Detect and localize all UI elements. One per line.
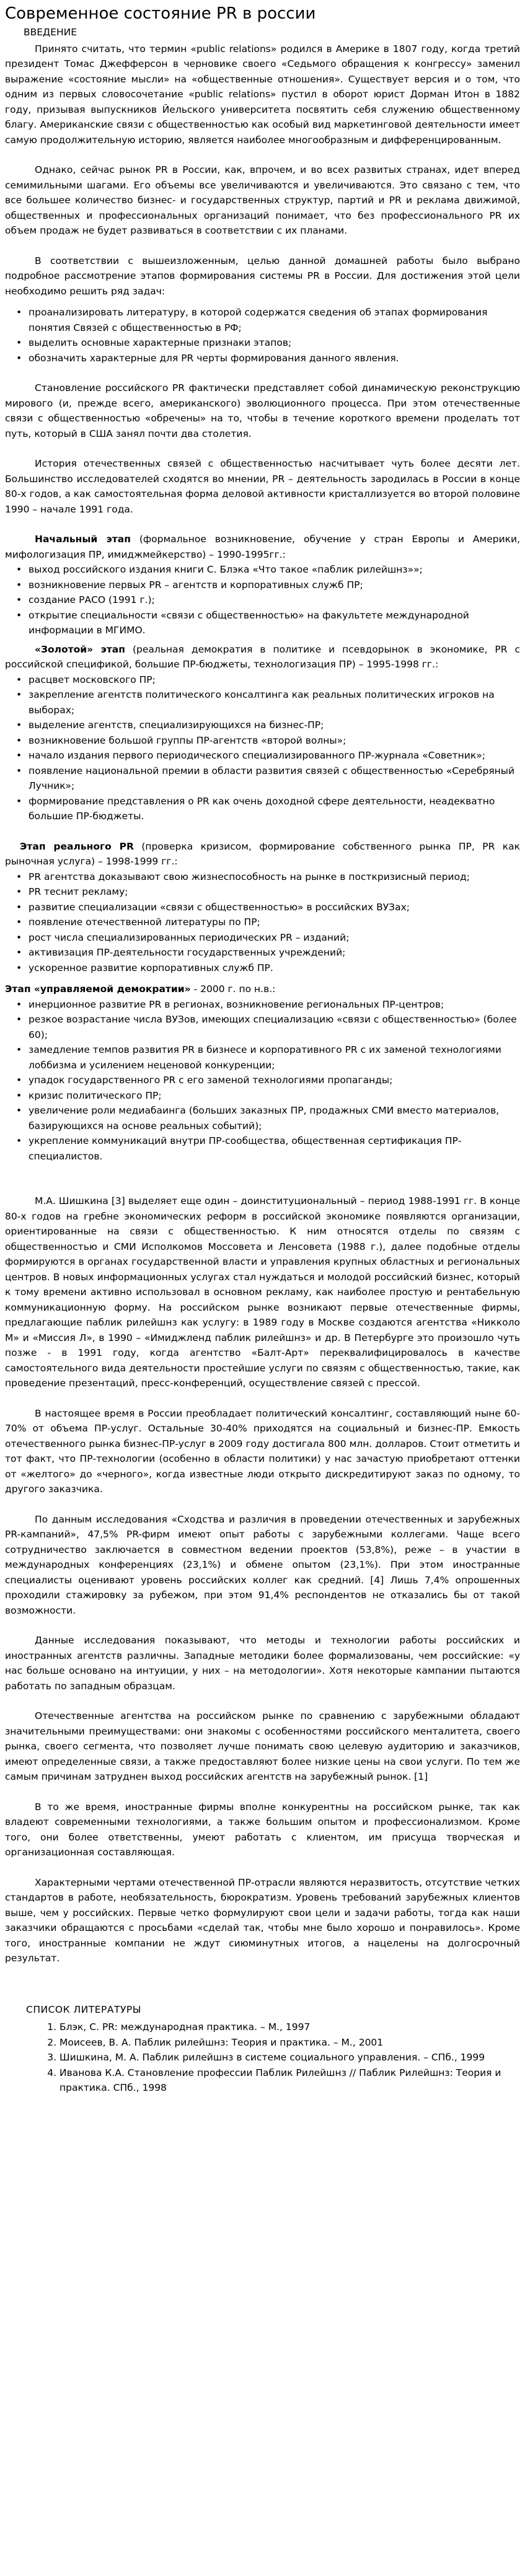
list-item: • проанализировать литературу, в которой содержатся сведения об этапах формирования понятия Связей с общественностью в РФ; xyxy=(29,305,520,335)
stage-name: Этап реального PR xyxy=(20,840,134,852)
list-item: • инерционное развитие PR в регионах, возникновение региональных ПР-центров; xyxy=(29,997,520,1013)
list-item: • выделить основные характерные признаки этапов; xyxy=(29,335,520,351)
list-item: • выделение агентств, специализирующихся на бизнес-ПР; xyxy=(29,718,520,733)
stage-heading xyxy=(5,839,520,869)
stage-description: - 2000 г. по н.в.: xyxy=(190,983,276,995)
paragraph: В соответствии с вышеизложенным, целью данной домашней работы было выбрано подробное рассмотрение этапов формирования системы PR в России. Для достижения этой цели необходимо решить ряд задач: xyxy=(5,255,520,297)
stage-description: (формальное возникновение, обучение у стран Европы и Америки, мифологизация ПР, имиджмейкерство) – 1990-1995гг.: xyxy=(5,534,521,560)
paragraph: По данным исследования «Сходства и различия в проведении отечественных и зарубежных PR-кампаний», 47,5% PR-фирм имеют опыт работы с зарубежными коллегами. Чаще всего сотрудничество заключается в совместном ведении проектов (53,8%), реже – в участии в международных конференциях (23,1%) и обмене опытом (23,1%). При этом иностранные специалисты оценивают уровень российских коллег как средний. [4] Лишь 7,4% опрошенных проходили стажировку за рубежом, при этом 91,4% респондентов не отказались бы от такой возможности. xyxy=(5,1513,520,1616)
list-item: • обозначить характерные для PR черты формирования данного явления. xyxy=(29,351,520,366)
tasks-list xyxy=(5,305,520,366)
list-item: • закрепление агентств политического консалтинга как реальных политических игроков на выборах; xyxy=(29,687,520,718)
list-item: • рост числа специализированных периодических PR – изданий; xyxy=(29,930,520,946)
stage-description: (проверка кризисом, формирование собственного рынка ПР, PR как рыночная услуга) – 1998-1999 гг.: xyxy=(5,840,520,867)
reference-item: 1. Блэк, С. PR: международная практика. – М., 1997 xyxy=(60,2020,520,2035)
paragraph: Становление российского PR фактически представляет собой динамическую реконструкцию мирового (и, прежде всего, американского) эволюционного процесса. При этом отечественные связи с общественностью «обречены» на то, чтобы в течение короткого времени проделать тот путь, который в США занял почти два столетия. xyxy=(5,382,520,439)
reference-item: 4. Иванова К.А. Становление профессии Паблик Рилейшнз // Паблик Рилейшнз: Теория и практика. СПб., 1998 xyxy=(60,2065,520,2096)
list-item: • выход российского издания книги С. Блэка «Что такое «паблик рилейшнз»»; xyxy=(29,562,520,578)
stage-name: Этап «управляемой демократии» xyxy=(5,983,191,995)
paragraph: Характерными чертами отечественной ПР-отрасли являются неразвитость, отсутствие четких стандартов в работе, необязательность, бюрократизм. Уровень требований зарубежных клиентов выше, чем у российских. Первые четко формулируют свои цели и задачи работы, тогда как наши заказчики обращаются с просьбами «сделай так, чтобы мне было хорошо и понравилось». Кроме того, иностранные компании не ждут сиюминутных итогов, а нацелены на долгосрочный результат. xyxy=(5,1876,520,1964)
stage-description: (реальная демократия в политике и псевдорынок в экономике, PR с российской спецификой, большие ПР-бюджеты, технологизация ПР) – 1995-1998 гг.: xyxy=(5,643,520,670)
list-item: • кризис политического ПР; xyxy=(29,1088,520,1104)
stage-heading xyxy=(5,532,520,562)
list-item: • PR агентства доказывают свою жизнеспособность на рынке в посткризисный период; xyxy=(29,869,520,885)
list-item: • формирование представления о PR как очень доходной сфере деятельности, неадекватно большие ПР-бюджеты. xyxy=(29,794,520,824)
list-item: • замедление темпов развития PR в бизнесе и корпоративного PR с их заменой технологиями лоббизма и усилением неценовой конкуренции; xyxy=(29,1042,520,1073)
paragraph: В то же время, иностранные фирмы вполне конкурентны на российском рынке, так как владеют современными технологиями, а также большим опытом и профессионализмом. Кроме того, они более ответственны, умеют работать с клиентом, им присуща творческая и организационная составляющая. xyxy=(5,1801,520,1858)
paragraph: М.А. Шишкина [3] выделяет еще один – доинституциональный – период 1988-1991 гг. В конце 80-х годов на гребне экономических реформ в российской экономике появляются организации, ориентированные на связи с общественностью. К ним относятся отделы по связям с общественностью и СМИ Исполкомов Моссовета и Ленсовета (1988 г.), далее подобные отделы формируются в органах государственной власти и управления крупных областных и региональных центров. В новых информационных услугах стал нуждаться и молодой российский бизнес, который к тому времени активно использовал в основном рекламу, как наиболее простую и рентабельную коммуникационную форму. На российском рынке возникают первые отечественные фирмы, предлагающие паблик рилейшнз как услугу: в 1989 году в Москве создаются агентства «Никколо М» и «Миссия Л», в 1990 – «Имиджленд паблик рилейшнз» и др. В Петербурге это произошло чуть позже - в 1991 году, когда агентство «Балт-Арт» переквалифицировалось в качестве самостоятельного вида деятельности простейшие услуги по связям с общественностью, такие, как проведение презентаций, пресс-конференций, осуществление связей с прессой. xyxy=(5,1195,520,1389)
paragraph: Данные исследования показывают, что методы и технологии работы российских и иностранных агентств различны. Западные методики более формализованы, чем российские: «у нас больше основано на интуиции, у них – на методологии». Хотя некоторые кампании пытаются работать по западным образцам. xyxy=(5,1635,520,1692)
list-item: • появление отечественной литературы по ПР; xyxy=(29,915,520,930)
list-item: • упадок государственного PR с его заменой технологиями пропаганды; xyxy=(29,1073,520,1088)
list-item: • создание РАСО (1991 г.); xyxy=(29,592,520,608)
stage-heading xyxy=(5,642,520,672)
paragraph: Однако, сейчас рынок PR в России, как, впрочем, и во всех развитых странах, идет вперед семимильными шагами. Его объемы все увеличиваются и увеличиваются. Это связано с тем, что все большее количество бизнес- и государственных структур, партий и PR и реклама движимой, общественных и профессиональных организаций понимает, что без профессионального PR их объем продаж не будет развиваться в соответствии с их планами. xyxy=(5,164,520,236)
stage-items xyxy=(5,562,520,638)
list-item: • начало издания первого периодического специализированного ПР-журнала «Советник»; xyxy=(29,748,520,763)
list-item: • возникновение первых PR – агентств и корпоративных служб ПР; xyxy=(29,578,520,593)
list-item: • укрепление коммуникаций внутри ПР-сообщества, общественная сертификация ПР-специалистов. xyxy=(29,1133,520,1164)
list-item: • ускоренное развитие корпоративных служб ПР. xyxy=(29,961,520,976)
list-item: • открытие специальности «связи с общественностью» на факультете международной информации в МГИМО. xyxy=(29,608,520,638)
paragraph: Отечественные агентства на российском рынке по сравнению с зарубежными обладают значительными преимуществами: они знакомы с особенностями российского менталитета, своего рынка, своего сегмента, что позволяет лучше понимать свою целевую аудиторию и заказчиков, имеют определенные связи, а также предоставляют более низкие цены на свои услуги. По тем же самым причинам затруднен выход российских агентств на зарубежный рынок. [1] xyxy=(5,1710,520,1782)
list-item: • возникновение большой группы ПР-агентств «второй волны»; xyxy=(29,733,520,749)
stage-heading xyxy=(5,982,520,997)
list-item: • увеличение роли медиабаинга (больших заказных ПР, продажных СМИ вместо материалов, базирующихся на основе реальных событий); xyxy=(29,1103,520,1133)
stage-name: «Золотой» этап xyxy=(35,643,125,655)
stage-items xyxy=(5,997,520,1164)
list-item: • появление национальной премии в области развития связей с общественностью «Серебряный Лучник»; xyxy=(29,763,520,794)
stage-items xyxy=(5,672,520,824)
paragraph: В настоящее время в России преобладает политический консалтинг, составляющий ныне 60-70% от объема ПР-услуг. Остальные 30-40% приходятся на социальный и бизнес-ПР. Емкость отечественного рынка бизнес-ПР-услуг в 2009 году достигала 800 млн. долларов. Стоит отметить и тот факт, что ПР-технологии (особенно в области политики) у нас зачастую приобретают оттенки от «желтого» до «черного», когда известные люди открыто дискредитируют заказ по одному, то другого заказчика. xyxy=(5,1407,520,1495)
reference-item: 2. Моисеев, В. А. Паблик рилейшнз: Теория и практика. – М., 2001 xyxy=(60,2035,520,2051)
reference-item: 3. Шишкина, М. А. Паблик рилейшнз в системе социального управления. – СПб., 1999 xyxy=(60,2050,520,2065)
intro-heading: ВВЕДЕНИЕ xyxy=(24,27,77,38)
paragraph: Принято считать, что термин «public relations» родился в Америке в 1807 году, когда третий президент Томас Джефферсон в черновике своего «Седьмого обращения к конгрессу» заменил выражение «состояние мысли» на «общественные отношения». Существует версия и о том, что одним из первых словосочетание «public relations» пустил в оборот юрист Дорман Итон в 1882 году, призывая выпускников Йельского университета посвятить себя служению общественному благу. Американские связи с общественностью как особый вид маркетинговой деятельности имеет самую продолжительную историю, является наиболее многообразным и дифференцированным. xyxy=(5,43,520,146)
list-item: • развитие специализации «связи с общественностью» в российских ВУЗах; xyxy=(29,900,520,915)
list-item: • PR теснит рекламу; xyxy=(29,884,520,900)
stage-items xyxy=(5,869,520,976)
list-item: • резкое возрастание числа ВУЗов, имеющих специализацию «связи с общественностью» (более 60); xyxy=(29,1012,520,1042)
list-item: • расцвет московского ПР; xyxy=(29,672,520,688)
paragraph: История отечественных связей с общественностью насчитывает чуть более десяти лет. Большинство исследователей сходятся во мнении, PR – деятельность зародилась в России в конце 80-х годов, а как самостоятельная форма деловой активности кристаллизуется во второй половине 1990 – начале 1991 года. xyxy=(5,458,520,515)
references-list xyxy=(5,2020,520,2096)
page-title: Современное состояние PR в россии xyxy=(5,4,316,23)
references-heading: СПИСОК ЛИТЕРАТУРЫ xyxy=(26,2003,141,2015)
stage-name: Начальный этап xyxy=(35,534,131,545)
list-item: • активизация ПР-деятельности государственных учреждений; xyxy=(29,945,520,961)
